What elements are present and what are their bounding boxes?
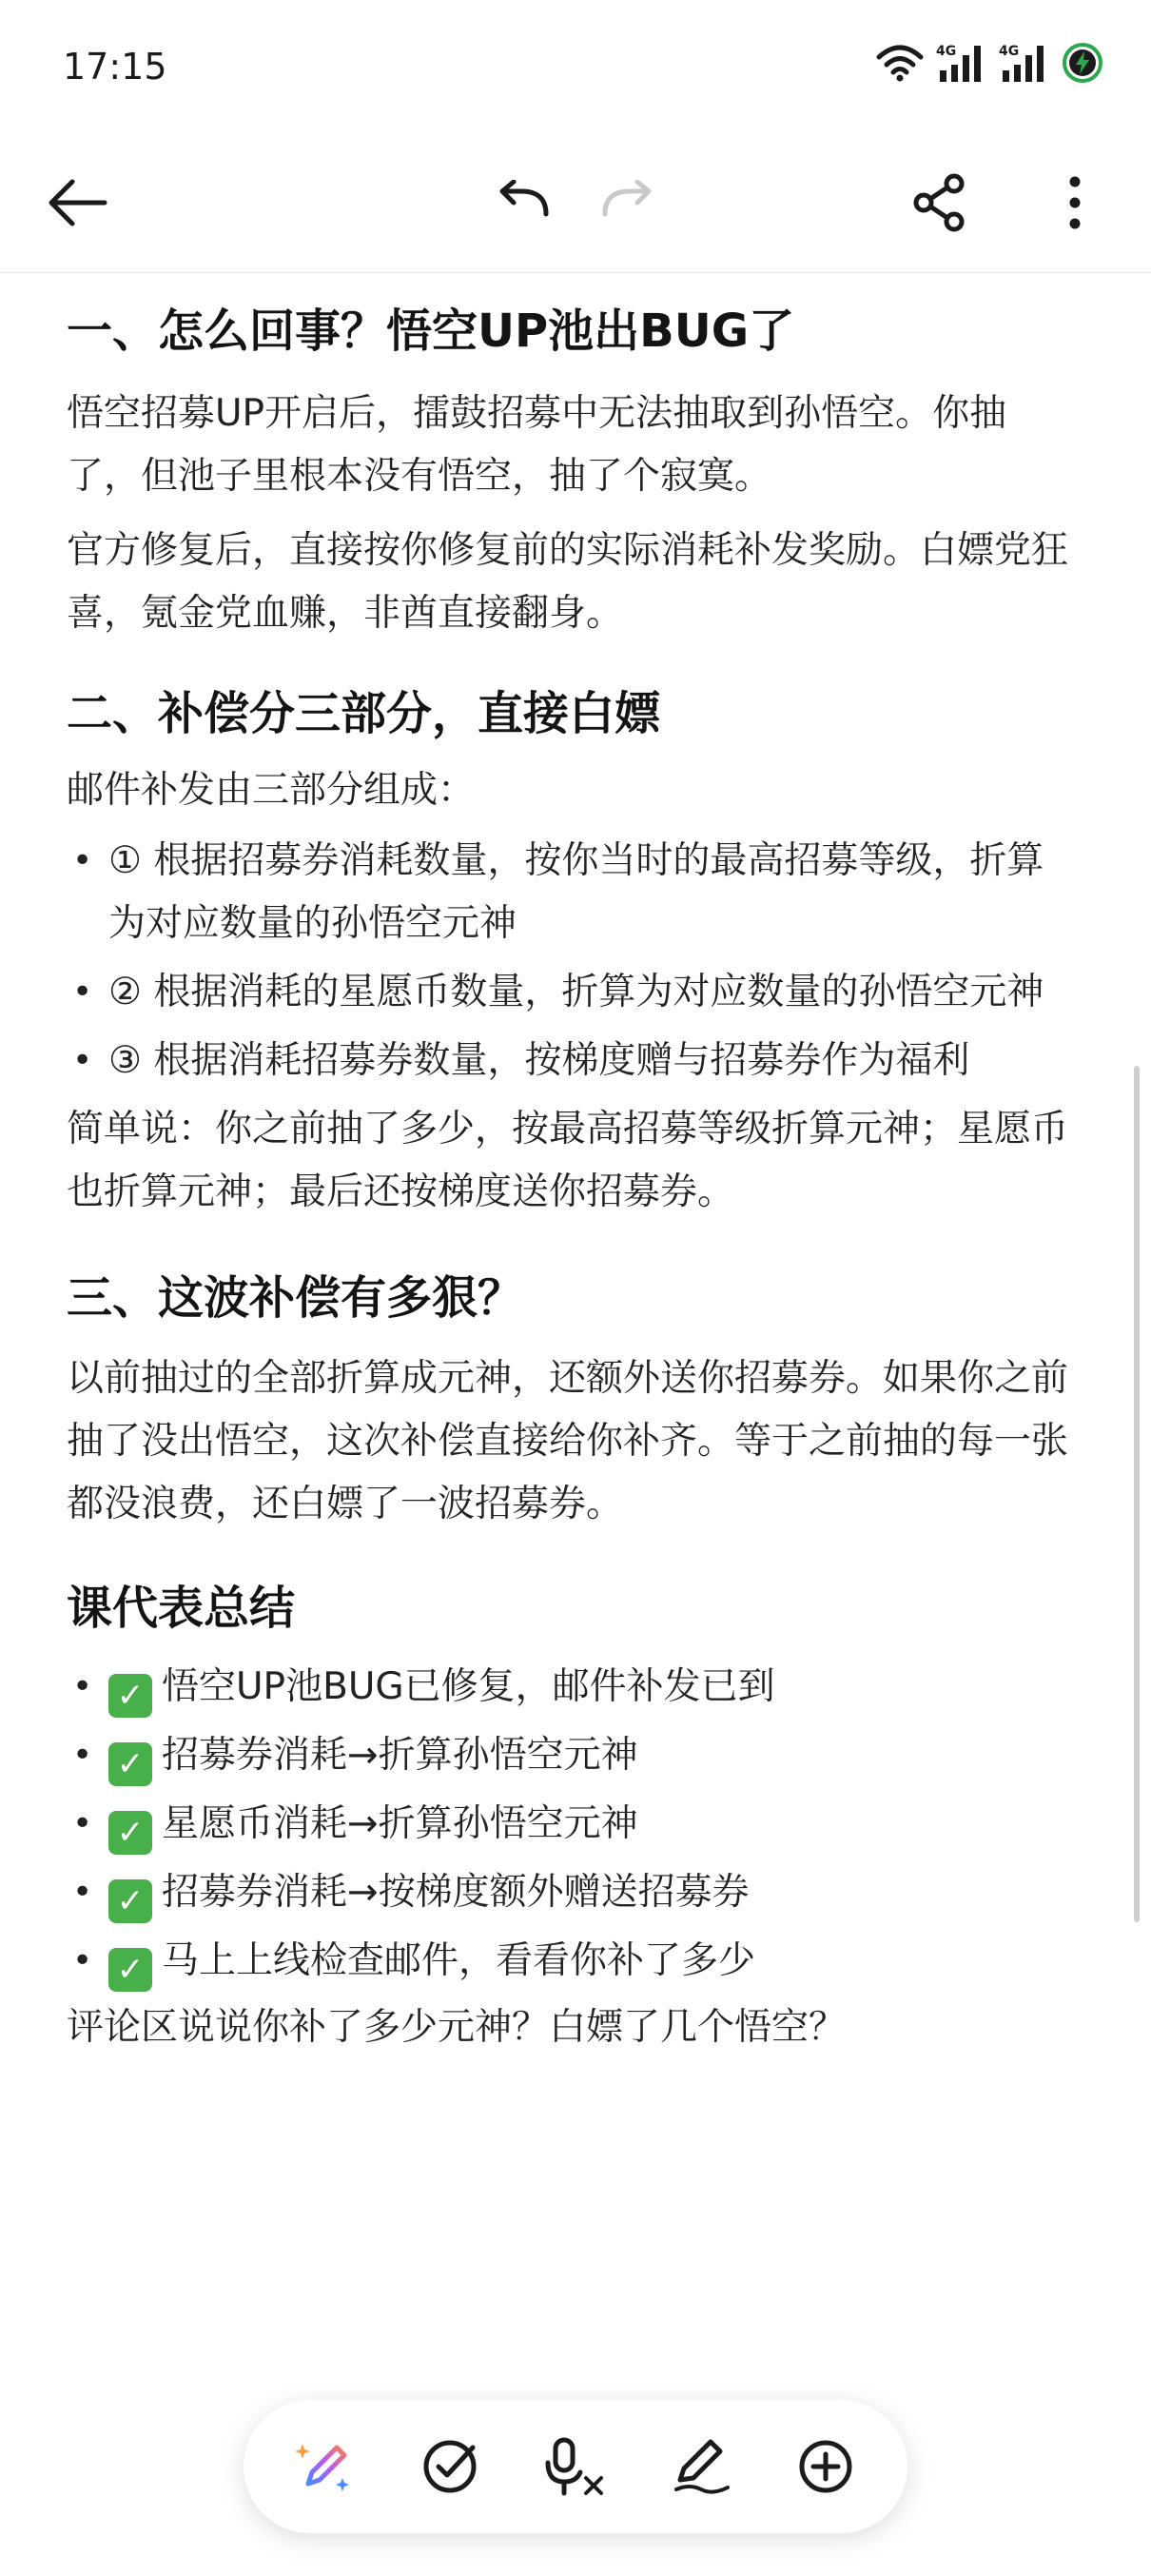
note-content[interactable] <box>67 276 1075 2059</box>
signal-4g-icon <box>936 42 987 84</box>
wifi-icon <box>875 44 925 82</box>
share-icon <box>910 172 971 233</box>
redo-button[interactable] <box>585 160 671 246</box>
summary-checklist <box>67 1656 1075 1993</box>
list-item: • ✓ 马上上线检查邮件，看看你补了多少 <box>67 1930 1075 1993</box>
add-circle-icon <box>797 2438 854 2495</box>
section3-heading: 三、这波补偿有多狠？ <box>67 1271 524 1325</box>
section3-paragraph: 以前抽过的全部折算成元神，还额外送你招募券。如果你之前抽了没出悟空，这次补偿直接给你补齐。等于之前抽的每一张都没浪费，还白嫖了一波招募券。 <box>67 1357 1069 1525</box>
list-item: • ✓ 星愿币消耗→折算孙悟空元神 <box>67 1793 1075 1856</box>
check-mark-icon: ✓ <box>108 1879 152 1923</box>
status-icons <box>875 42 1103 84</box>
handwriting-button[interactable] <box>658 2424 744 2509</box>
signal-4g-icon <box>999 42 1050 84</box>
list-item: • ① 根据招募券消耗数量，按你当时的最高招募等级，折算为对应数量的孙悟空元神 <box>67 830 1075 955</box>
undo-icon <box>493 180 554 226</box>
redo-icon <box>597 180 658 226</box>
check-mark-icon: ✓ <box>108 1811 152 1855</box>
battery-charging-icon <box>1062 42 1103 84</box>
section2-summary: 简单说：你之前抽了多少，按最高招募等级折算元神；星愿币也折算元神；最后还按梯度送你招募券。 <box>67 1108 1069 1213</box>
section2-intro: 邮件补发由三部分组成： <box>67 769 476 812</box>
list-item: • ③ 根据消耗招募券数量，按梯度赠与招募券作为福利 <box>67 1030 1075 1092</box>
svg-text:4G: 4G <box>999 44 1020 59</box>
bottom-action-bar <box>244 2400 907 2533</box>
list-item: • ② 根据消耗的星愿币数量，折算为对应数量的孙悟空元神 <box>67 961 1075 1024</box>
more-options-icon <box>1065 174 1084 231</box>
more-options-button[interactable] <box>1032 160 1118 246</box>
checklist-icon <box>421 2438 478 2495</box>
section2-heading: 二、补偿分三部分，直接白嫖 <box>67 687 661 740</box>
check-mark-icon: ✓ <box>108 1742 152 1786</box>
note-toolbar <box>0 133 1151 273</box>
svg-text:4G: 4G <box>936 44 957 59</box>
share-button[interactable] <box>898 160 984 246</box>
section1-paragraph-2: 官方修复后，直接按你修复前的实际消耗补发奖励。白嫖党狂喜，氪金党血赚，非酋直接翻身。 <box>67 529 1069 635</box>
handwriting-pen-icon <box>671 2436 732 2497</box>
list-item: • ✓ 招募券消耗→按梯度额外赠送招募券 <box>67 1861 1075 1924</box>
status-time: 17:15 <box>63 46 167 88</box>
add-button[interactable] <box>783 2424 868 2509</box>
voice-to-text-icon <box>544 2436 607 2497</box>
check-mark-icon: ✓ <box>108 1948 152 1992</box>
section1-paragraph-1: 悟空招募UP开启后，擂鼓招募中无法抽取到孙悟空。你抽了，但池子里根本没有悟空，抽了个寂寞。 <box>67 392 1007 498</box>
voice-input-button[interactable] <box>533 2424 618 2509</box>
list-item: • ✓ 悟空UP池BUG已修复，邮件补发已到 <box>67 1656 1075 1719</box>
section4-heading: 课代表总结 <box>67 1582 296 1635</box>
closing-line: 评论区说说你补了多少元神？白嫖了几个悟空？ <box>67 2006 847 2049</box>
section2-list <box>67 830 1075 1092</box>
back-button[interactable] <box>34 160 120 246</box>
list-item: • ✓ 招募券消耗→折算孙悟空元神 <box>67 1724 1075 1787</box>
ai-pen-sparkle-icon <box>295 2436 356 2497</box>
section1-heading: 一、怎么回事？悟空UP池出BUG了 <box>67 305 795 358</box>
back-arrow-icon <box>44 176 110 229</box>
checklist-button[interactable] <box>407 2424 493 2509</box>
status-bar <box>0 0 1151 133</box>
scrollbar[interactable] <box>1134 1066 1140 1922</box>
ai-assist-button[interactable] <box>283 2424 368 2509</box>
undo-button[interactable] <box>480 160 566 246</box>
check-mark-icon: ✓ <box>108 1674 152 1718</box>
